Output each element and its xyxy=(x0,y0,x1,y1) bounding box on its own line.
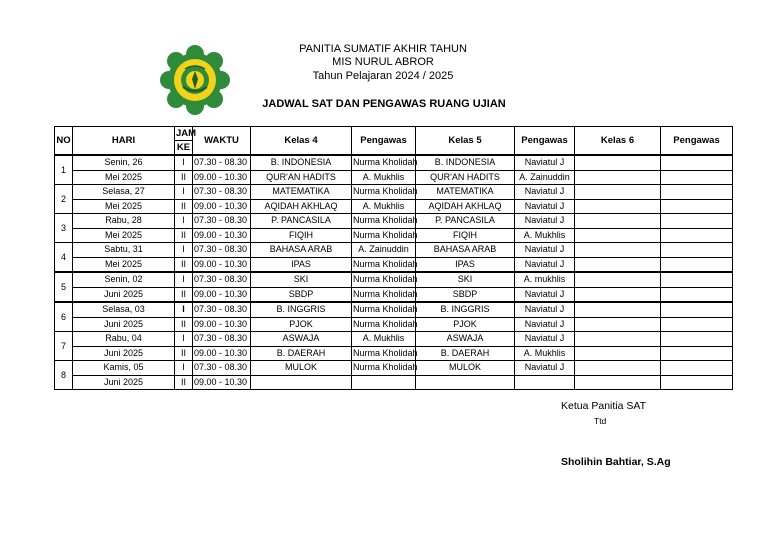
jam-cell: I xyxy=(175,214,193,229)
col-no: NO xyxy=(55,127,73,156)
kelas4-cell: QUR'AN HADITS xyxy=(251,170,352,185)
kelas4-cell: SKI xyxy=(251,272,352,287)
time-cell: 07.30 - 08.30 xyxy=(193,302,251,317)
kelas5-cell: B. INGGRIS xyxy=(416,302,515,317)
jam-cell: I xyxy=(175,332,193,347)
time-cell: 07.30 - 08.30 xyxy=(193,243,251,258)
table-row xyxy=(55,272,733,287)
jam-cell: I xyxy=(175,361,193,376)
pengawas6-cell xyxy=(661,185,733,200)
pengawas6-cell xyxy=(661,257,733,272)
no-cell: 6 xyxy=(55,302,73,332)
kelas4-cell: B. INDONESIA xyxy=(251,155,352,170)
table-row xyxy=(55,257,733,272)
kelas6-cell xyxy=(575,287,661,302)
kelas6-cell xyxy=(575,185,661,200)
kelas6-cell xyxy=(575,243,661,258)
jam-cell: II xyxy=(175,317,193,332)
table-row xyxy=(55,302,733,317)
time-cell: 07.30 - 08.30 xyxy=(193,214,251,229)
pengawas6-cell xyxy=(661,272,733,287)
pengawas4-cell xyxy=(352,375,416,390)
col-ke: KE xyxy=(175,141,193,156)
kelas4-cell: IPAS xyxy=(251,257,352,272)
pengawas4-cell: A. Zainuddin xyxy=(352,243,416,258)
signature-ttd: Ttd xyxy=(594,416,607,426)
table-row xyxy=(55,346,733,361)
day-cell: Juni 2025 xyxy=(73,317,175,332)
kelas5-cell: MATEMATIKA xyxy=(416,185,515,200)
jam-cell: II xyxy=(175,287,193,302)
pengawas5-cell: Naviatul J xyxy=(515,302,575,317)
col-jam: JAM xyxy=(176,128,197,139)
time-cell: 09.00 - 10.30 xyxy=(193,317,251,332)
kelas5-cell: SKI xyxy=(416,272,515,287)
pengawas5-cell: Naviatul J xyxy=(515,199,575,214)
pengawas6-cell xyxy=(661,214,733,229)
jam-cell: II xyxy=(175,228,193,243)
no-cell: 8 xyxy=(55,361,73,390)
pengawas6-cell xyxy=(661,155,733,170)
day-cell: Mei 2025 xyxy=(73,170,175,185)
pengawas4-cell: A. Mukhlis xyxy=(352,199,416,214)
time-cell: 09.00 - 10.30 xyxy=(193,346,251,361)
kelas6-cell xyxy=(575,155,661,170)
kelas5-cell: PJOK xyxy=(416,317,515,332)
table-row xyxy=(55,214,733,229)
jam-cell: I xyxy=(175,185,193,200)
pengawas5-cell: Naviatul J xyxy=(515,214,575,229)
pengawas6-cell xyxy=(661,228,733,243)
day-cell: Mei 2025 xyxy=(73,199,175,214)
jam-cell: I xyxy=(175,155,193,170)
pengawas4-cell: Nurma Kholidah xyxy=(352,155,416,170)
table-row xyxy=(55,317,733,332)
schedule-table xyxy=(54,126,733,390)
table-row xyxy=(55,228,733,243)
pengawas5-cell: Naviatul J xyxy=(515,155,575,170)
no-cell: 5 xyxy=(55,272,73,302)
kelas5-cell: MULOK xyxy=(416,361,515,376)
col-kelas4: Kelas 4 xyxy=(251,127,352,156)
day-cell: Juni 2025 xyxy=(73,287,175,302)
kelas5-cell: BAHASA ARAB xyxy=(416,243,515,258)
kelas6-cell xyxy=(575,214,661,229)
day-cell: Selasa, 27 xyxy=(73,185,175,200)
kelas5-cell xyxy=(416,375,515,390)
pengawas6-cell xyxy=(661,287,733,302)
kelas4-cell: B. DAERAH xyxy=(251,346,352,361)
pengawas5-cell: Naviatul J xyxy=(515,332,575,347)
time-cell: 09.00 - 10.30 xyxy=(193,287,251,302)
kelas6-cell xyxy=(575,317,661,332)
table-row xyxy=(55,361,733,376)
jam-cell: I xyxy=(175,272,193,287)
kelas4-cell: MATEMATIKA xyxy=(251,185,352,200)
signature-role: Ketua Panitia SAT xyxy=(561,400,647,412)
kelas4-cell: B. INGGRIS xyxy=(251,302,352,317)
pengawas4-cell: A. Mukhlis xyxy=(352,332,416,347)
kelas6-cell xyxy=(575,332,661,347)
day-cell: Rabu, 28 xyxy=(73,214,175,229)
pengawas5-cell: Naviatul J xyxy=(515,185,575,200)
pengawas4-cell: A. Mukhlis xyxy=(352,170,416,185)
table-row xyxy=(55,287,733,302)
time-cell: 09.00 - 10.30 xyxy=(193,199,251,214)
col-kelas6: Kelas 6 xyxy=(575,127,661,156)
time-cell: 09.00 - 10.30 xyxy=(193,375,251,390)
time-cell: 07.30 - 08.30 xyxy=(193,361,251,376)
table-row xyxy=(55,199,733,214)
pengawas4-cell: Nurma Kholidah xyxy=(352,317,416,332)
kelas4-cell: AQIDAH AKHLAQ xyxy=(251,199,352,214)
pengawas4-cell: Nurma Kholidah xyxy=(352,185,416,200)
kelas6-cell xyxy=(575,199,661,214)
table-row xyxy=(55,155,733,170)
pengawas4-cell: Nurma Kholidah xyxy=(352,346,416,361)
jam-cell: II xyxy=(175,375,193,390)
pengawas6-cell xyxy=(661,346,733,361)
pengawas6-cell xyxy=(661,302,733,317)
day-cell: Mei 2025 xyxy=(73,228,175,243)
time-cell: 09.00 - 10.30 xyxy=(193,170,251,185)
pengawas5-cell: Naviatul J xyxy=(515,257,575,272)
table-row xyxy=(55,375,733,390)
table-row xyxy=(55,243,733,258)
time-cell: 09.00 - 10.30 xyxy=(193,228,251,243)
no-cell: 1 xyxy=(55,155,73,185)
no-cell: 2 xyxy=(55,185,73,214)
kelas5-cell: B. INDONESIA xyxy=(416,155,515,170)
day-cell: Juni 2025 xyxy=(73,346,175,361)
no-cell: 3 xyxy=(55,214,73,243)
kelas4-cell xyxy=(251,375,352,390)
time-cell: 07.30 - 08.30 xyxy=(193,185,251,200)
pengawas6-cell xyxy=(661,317,733,332)
kelas6-cell xyxy=(575,346,661,361)
col-pengawas5: Pengawas xyxy=(515,127,575,156)
kelas5-cell: SBDP xyxy=(416,287,515,302)
signature-name: Sholihin Bahtiar, S.Ag xyxy=(561,456,671,468)
pengawas5-cell: Naviatul J xyxy=(515,243,575,258)
kelas5-cell: IPAS xyxy=(416,257,515,272)
day-cell: Rabu, 04 xyxy=(73,332,175,347)
no-cell: 7 xyxy=(55,332,73,361)
col-hari: HARI xyxy=(73,127,175,156)
kelas4-cell: MULOK xyxy=(251,361,352,376)
pengawas5-cell: A. mukhlis xyxy=(515,272,575,287)
kelas4-cell: SBDP xyxy=(251,287,352,302)
day-cell: Sabtu, 31 xyxy=(73,243,175,258)
kelas4-cell: BAHASA ARAB xyxy=(251,243,352,258)
jam-cell: II xyxy=(175,257,193,272)
jam-cell: II xyxy=(175,170,193,185)
day-cell: Senin, 02 xyxy=(73,272,175,287)
time-cell: 07.30 - 08.30 xyxy=(193,332,251,347)
page-title: JADWAL SAT DAN PENGAWAS RUANG UJIAN xyxy=(262,98,506,110)
time-cell: 07.30 - 08.30 xyxy=(193,272,251,287)
pengawas5-cell: Naviatul J xyxy=(515,317,575,332)
kelas4-cell: PJOK xyxy=(251,317,352,332)
day-cell: Selasa, 03 xyxy=(73,302,175,317)
pengawas4-cell: Nurma Kholidah xyxy=(352,361,416,376)
pengawas5-cell: Naviatul J xyxy=(515,361,575,376)
pengawas5-cell: A. Mukhlis xyxy=(515,228,575,243)
kelas5-cell: P. PANCASILA xyxy=(416,214,515,229)
pengawas5-cell: A. Zainuddin xyxy=(515,170,575,185)
school-name: MIS NURUL ABROR xyxy=(332,56,434,68)
table-row xyxy=(55,170,733,185)
pengawas6-cell xyxy=(661,243,733,258)
jam-cell: II xyxy=(175,346,193,361)
pengawas4-cell: Nurma Kholidah xyxy=(352,257,416,272)
pengawas4-cell: Nurma Kholidah xyxy=(352,287,416,302)
day-cell: Mei 2025 xyxy=(73,257,175,272)
pengawas5-cell: Naviatul J xyxy=(515,287,575,302)
kelas6-cell xyxy=(575,375,661,390)
day-cell: Senin, 26 xyxy=(73,155,175,170)
pengawas4-cell: Nurma Kholidah xyxy=(352,302,416,317)
jam-cell: II xyxy=(175,199,193,214)
day-cell: Juni 2025 xyxy=(73,375,175,390)
jam-cell: I xyxy=(175,302,193,317)
pengawas6-cell xyxy=(661,170,733,185)
time-cell: 09.00 - 10.30 xyxy=(193,257,251,272)
kelas6-cell xyxy=(575,228,661,243)
pengawas6-cell xyxy=(661,332,733,347)
kelas5-cell: AQIDAH AKHLAQ xyxy=(416,199,515,214)
col-waktu: WAKTU xyxy=(193,127,251,156)
kelas4-cell: P. PANCASILA xyxy=(251,214,352,229)
jam-cell: I xyxy=(175,243,193,258)
pengawas4-cell: Nurma Kholidah xyxy=(352,228,416,243)
pengawas6-cell xyxy=(661,375,733,390)
pengawas5-cell: A. Mukhlis xyxy=(515,346,575,361)
kelas4-cell: FIQIH xyxy=(251,228,352,243)
col-pengawas6: Pengawas xyxy=(661,127,733,156)
no-cell: 4 xyxy=(55,243,73,273)
pengawas4-cell: Nurma Kholidah xyxy=(352,272,416,287)
pengawas5-cell xyxy=(515,375,575,390)
pengawas4-cell: Nurma Kholidah xyxy=(352,214,416,229)
kelas6-cell xyxy=(575,170,661,185)
pengawas6-cell xyxy=(661,199,733,214)
kelas5-cell: FIQIH xyxy=(416,228,515,243)
col-pengawas4: Pengawas xyxy=(352,127,416,156)
kelas6-cell xyxy=(575,257,661,272)
kelas6-cell xyxy=(575,361,661,376)
pengawas6-cell xyxy=(661,361,733,376)
col-kelas5: Kelas 5 xyxy=(416,127,515,156)
table-row xyxy=(55,332,733,347)
table-header-row xyxy=(55,127,733,141)
time-cell: 07.30 - 08.30 xyxy=(193,155,251,170)
committee-name: PANITIA SUMATIF AKHIR TAHUN xyxy=(299,43,467,55)
kelas5-cell: ASWAJA xyxy=(416,332,515,347)
day-cell: Kamis, 05 xyxy=(73,361,175,376)
kelas6-cell xyxy=(575,272,661,287)
kelas6-cell xyxy=(575,302,661,317)
academic-year: Tahun Pelajaran 2024 / 2025 xyxy=(312,70,454,82)
table-row xyxy=(55,185,733,200)
kelas4-cell: ASWAJA xyxy=(251,332,352,347)
kelas5-cell: B. DAERAH xyxy=(416,346,515,361)
kelas5-cell: QUR'AN HADITS xyxy=(416,170,515,185)
